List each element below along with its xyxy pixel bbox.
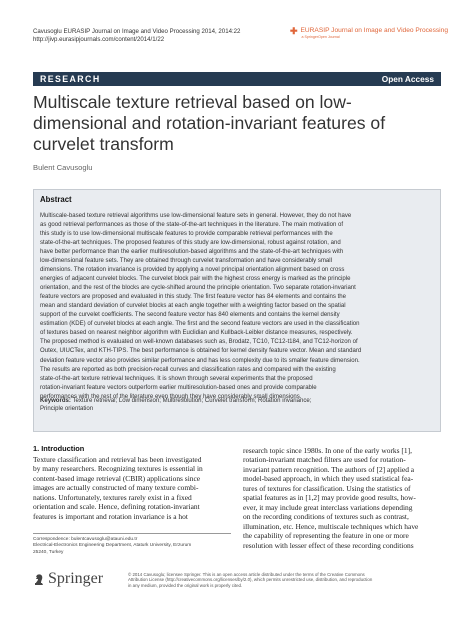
springer-logo (33, 570, 103, 588)
paper-title: Multiscale texture retrieval based on low-dimensional and rotation-invariant features of curvelet transform (33, 92, 386, 155)
abstract-line: dimensions. The rotation invariance is provided by applying a novel principal orientation alignment based on cross (40, 267, 345, 274)
abstract-line: mean and standard deviation of curvelet blocks at each angle together with a weighting factor based on the spatial (40, 303, 346, 310)
intro-left-column (33, 455, 231, 521)
citation-text: Cavusoglu EURASIP Journal on Image and Video Processing 2014, 2014:22 (33, 28, 241, 35)
abstract-line: feature vectors are proposed and evaluated in this study. The first feature vector has 84 elements and contains the (40, 294, 346, 301)
abstract-line: estimation (KDE) of curvelet blocks at each angle. The first and the second feature vectors are used in the classification (40, 321, 360, 328)
body-line: spatial features as in [1,2] may provide good results, how- (243, 493, 416, 503)
abstract-line: orientation, and the rest of the blocks are cycle-shifted around the principle orientation. Two separate rotation-invariant (40, 285, 356, 292)
license-line: © 2014 Cavusoglu; licensee Springer. This is an open access article distributed under the terms of the Creative Commons (128, 572, 365, 577)
body-line: orientation and scale. Hence, defining rotation-invariant (33, 502, 200, 512)
abstract-line: rotation-invariant feature vectors outperform earlier multiresolution-based ones and provide comparable (40, 384, 317, 391)
journal-logo-icon: ✚ (289, 26, 298, 36)
abstract-line: have better performance than the earlier multiresolution-based algorithms and the state-of-the-art techniques with (40, 249, 344, 256)
abstract-heading: Abstract (40, 195, 72, 204)
journal-title: EURASIP Journal on Image and Video Processing (300, 27, 448, 34)
journal-brand (290, 27, 448, 39)
body-line: resolution with lesser effect of these recording conditions (243, 540, 414, 550)
license-line: Attribution License (http://creativecommons.org/licenses/by/2.0), which permits unrestricted use, distribution, and reproduction (128, 577, 373, 583)
abstract-line: The results are reported as both precision-recall curves and classification rates and compared with the existing (40, 366, 336, 373)
body-line: content-based image retrieval (CBIR) applications since (33, 473, 201, 483)
footnote-divider (33, 533, 231, 534)
intro-right-column (243, 446, 441, 550)
abstract-line: of textures based on nearest neighbor algorithm with Euclidian and Kullback-Leibler distance measures, respectively. (40, 330, 353, 337)
keywords-text-cont: Principle orientation (40, 406, 94, 412)
body-line: on the recording conditions of textures such as contrast, (243, 512, 409, 522)
body-line: ever, it may include great interclass variations depending (243, 502, 413, 512)
journal-subtitle: a SpringerOpen Journal (301, 35, 340, 39)
abstract-line: as good retrieval performances as those of the state-of-the-art techniques in the literature. The main motivation of (40, 222, 344, 229)
body-line: the capability of representing the feature in one or more (243, 531, 409, 541)
abstract-body (40, 212, 436, 402)
body-line: Texture classification and retrieval has been investigated (33, 455, 202, 464)
abstract-line: Multiscale-based texture retrieval algorithms use low-dimensional feature sets in general. However, they do not have (40, 213, 352, 219)
correspondence-email[interactable]: Correspondence: bulentcavusoglu@atauni.edu.tr (33, 537, 138, 542)
author-name: Bulent Cavusoglu (33, 163, 93, 172)
body-line: features is important and rotation invariance is a hot (33, 511, 188, 521)
license-line: in any medium, provided the original work is properly cited. (128, 582, 243, 588)
keywords (40, 397, 436, 413)
body-line: invariant pattern recognition. The authors of [2] applied a (243, 464, 415, 474)
article-url[interactable]: http://jivp.eurasipjournals.com/content/2014/1/22 (33, 36, 165, 44)
abstract-line: state-of-the-art techniques. The proposed features of this study are low-dimensional, robust against rotation, and (40, 240, 341, 247)
publisher-name: Springer (48, 570, 104, 587)
license-text (128, 572, 441, 588)
open-access-badge: Open Access (381, 74, 434, 84)
abstract-line: energies of adjacent curvelet blocks. The curvelet block pair with the highest cross energy is marked as the principle (40, 276, 351, 283)
body-line: tures of textures for classification. Using the statistics of (243, 483, 411, 493)
abstract-line: this study is to use low-dimensional multiscale features to provide comparable retrieval performances with the (40, 231, 333, 238)
abstract-line: support of the curvelet coefficients. The second feature vector has 840 elements and contains the kernel density (40, 312, 340, 319)
article-type-label: RESEARCH (40, 74, 101, 84)
keywords-text: Texture retrieval; Low dimension; Multiresolution; Curvelet transform; Rotation invariance; (70, 398, 312, 404)
abstract-line: The proposed method is evaluated on well-known databases such as, Brodatz, TC10, TC12-t184, and TC12-horizon of (40, 339, 358, 346)
keywords-label: Keywords: (40, 398, 71, 404)
section-heading: 1. Introduction (33, 444, 85, 453)
citation-header (33, 28, 240, 45)
abstract-line: performances with the rest of the literature even though they have considerably small dimensions. (40, 393, 302, 400)
body-line: research topic since 1980s. In one of the early works [1], (243, 446, 412, 455)
abstract-line: deviation feature vector also provides similar performance and has less complexity due to its smaller feature dimension. (40, 357, 360, 364)
body-line: by many researchers. Recognizing textures is essential in (33, 464, 203, 474)
abstract-box (33, 189, 441, 432)
abstract-line: Outex, UIUCTex, and KTH-TIPS. The best performance is obtained for kernel density feature vector. Mean and standard (40, 348, 362, 355)
correspondence-note (33, 537, 243, 556)
body-line: nations. Unfortunately, textures rarely exist in a fixed (33, 492, 192, 502)
abstract-line: state-of-the-art texture retrieval techniques. It is shown through several experiments that the proposed (40, 375, 313, 382)
correspondence-affiliation: Electrical-Electronics Engineering Department, Ataturk University, Erzurum (33, 543, 192, 549)
body-line: illumination, etc. Hence, multiscale techniques which have (243, 521, 419, 531)
article-type-banner (33, 72, 441, 86)
body-line: rotation-invariant matched filters are used for rotation- (243, 455, 406, 465)
chess-knight-icon (33, 573, 45, 586)
body-line: images are actually constructed of many texture combi- (33, 483, 199, 493)
correspondence-address: 25240, Turkey (33, 549, 64, 555)
body-line: model-based approach, in which they used statistical fea- (243, 474, 414, 484)
abstract-line: low-dimensional feature sets. They are obtained through curvelet transformation and have considerably small (40, 258, 332, 265)
